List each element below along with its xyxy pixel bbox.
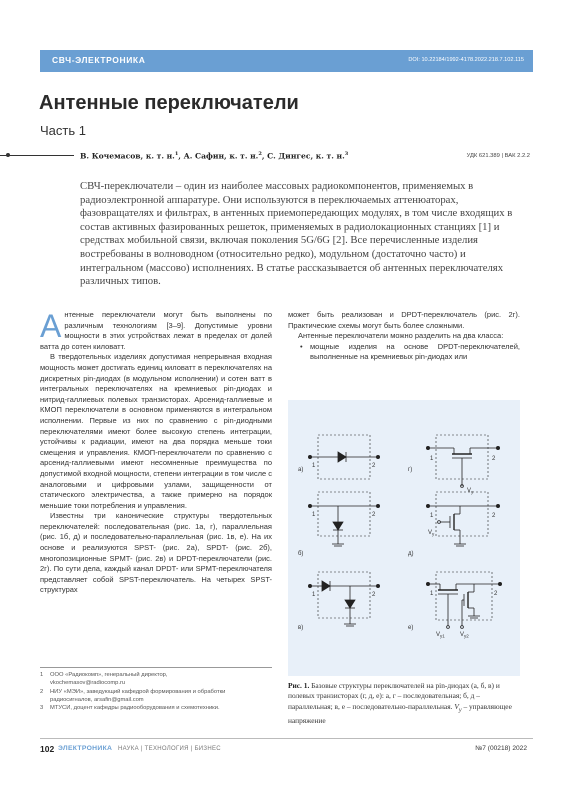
port-label: 1 [430, 591, 434, 597]
figure-label-b: б) [298, 551, 304, 557]
footnote [40, 688, 272, 705]
footnote-line: ООО «Радиокомп», генеральный директор, [50, 672, 168, 678]
port-label: 1 [312, 512, 316, 518]
footnote-number: 3 [40, 705, 44, 712]
footnote-line: МТУСИ, доцент кафедры радиооборудования и схемотехники. [50, 705, 220, 712]
author-dot [6, 153, 10, 157]
schematic-e-series-shunt-fet [408, 572, 502, 639]
footnote-number: 1 [40, 672, 44, 678]
caption-text: Базовые структуры переключателей на pin-диодах (а, б, в) и полевых транзисторах (г, д, е): а, г – последовательная; б, д – параллельная; в, е – последовательно-параллельная. [288, 681, 500, 711]
control-voltage-label: $V_у$ [428, 530, 435, 537]
figure-caption [288, 681, 524, 726]
schematic-a-series-diode [298, 435, 380, 479]
paragraph-3: Известны три канонические структуры твердотельных переключателей: последовательная (рис. 1а, г), параллельная (рис. 1б, д) и последовательно-параллельная (рис. 1в, е). На их основе и реализуются SPST- (рис. 2а), SPDT- (рис. 2б), многопозиционные SPMT- (рис. 2в) и DPDT-переключатели (рис. 2г). По сути дела, каждый канал DPDT- или SPMT-переключателя представляет собой SPST-переключатель. На четырех SPST-структурах [40, 511, 272, 595]
issue-number: №7 (00218) 2022 [475, 745, 527, 752]
authors-line [80, 151, 348, 161]
port-label: 2 [372, 463, 376, 469]
paragraph-1 [40, 310, 272, 352]
port-label: 1 [430, 513, 434, 519]
footnote [40, 671, 272, 688]
control-voltage-label: $V_у$ [467, 488, 474, 495]
doi: DOI: 10.22184/1992-4178.2022.218.7.102.115 [408, 57, 524, 63]
port-label: 2 [492, 456, 496, 462]
port-label: 1 [312, 463, 316, 469]
author-rule [0, 155, 74, 156]
footnote-line: НИУ «МЭИ», заведующий кафедрой формирования и обработки [50, 688, 226, 695]
port-label: 2 [372, 512, 376, 518]
author-1: В. Кочемасов, к. т. н. [80, 151, 175, 161]
class-list [288, 342, 520, 363]
section-label: СВЧ-ЭЛЕКТРОНИКА [52, 55, 146, 65]
schematic-d-shunt-fet [408, 492, 500, 557]
author-2: , А. Сафин, к. т. н. [178, 151, 259, 161]
footnote [40, 704, 272, 712]
port-label: 1 [312, 592, 316, 598]
figure-1-diagram [288, 400, 520, 676]
drop-cap: А [40, 308, 62, 344]
port-label: 2 [492, 513, 496, 519]
footnote-number: 2 [40, 688, 44, 695]
paragraph-right-2: Антенные переключатели можно разделить на два класса: [298, 331, 504, 341]
figure-label-d: д) [408, 551, 414, 557]
port-label: 1 [430, 456, 434, 462]
control-voltage-label-2: $V_{у2}$ [460, 632, 469, 639]
journal-name: ЭЛЕКТРОНИКА [58, 745, 113, 752]
control-voltage-label-1: $V_{у1}$ [436, 632, 445, 639]
author-3-affiliation: 3 [344, 151, 349, 157]
paragraph-1-text: нтенные переключатели могут быть выполнены по различным технологиям [3–9]. Допустимые уровни мощности в этих устройствах лежат в пределах от долей ватта до сотен киловатт. [40, 310, 272, 351]
figure-label-e: е) [408, 625, 414, 631]
journal-tagline: НАУКА | ТЕХНОЛОГИЯ | БИЗНЕС [118, 746, 221, 752]
author-3: , С. Дингес, к. т. н. [261, 151, 345, 161]
page-number: 102 [40, 744, 55, 754]
figure-label-g: г) [408, 467, 413, 473]
article-subtitle: Часть 1 [40, 123, 86, 138]
port-label: 2 [494, 591, 498, 597]
port-label: 2 [372, 592, 376, 598]
footnote-line: радиосигналов, arsafin@gmail.com [50, 696, 144, 703]
schematic-v-series-shunt-diode [298, 572, 380, 631]
author-2-affiliation: 2 [258, 151, 262, 157]
paragraph-right-1: может быть реализован и DPDT-переключатель (рис. 2г). Практические схемы могут быть более сложными. [288, 310, 520, 330]
caption-tail: – управляющее напряжение [288, 701, 512, 725]
figure-label-a: а) [298, 467, 304, 473]
footnotes [40, 671, 272, 712]
body-left-column [40, 310, 272, 596]
schematic-g-series-fet [408, 435, 500, 495]
abstract: СВЧ-переключатели – один из наиболее массовых радиокомпонентов, применяемых в радиоэлектронной аппаратуре. Они используются в переключаемых аттенюаторах, фазовращателях и фильтрах, в антенных приемопередающих модулях, в том числе входящих в состав активных фазированных решеток, применяемых в радиолокационных станциях [1] и средствах мобильной связи, включая поколения 5G/6G [2]. Все перечисленные изделия востребованы в волноводном (относительно редко), модульном (достаточно часто) и интегральном (массово) исполнениях. В статье рассказывается об антенных переключателях различных типов. [80, 180, 513, 288]
list-item: • мощные изделия на основе DPDT-переключателей, выполненные на кремниевых pin-диодах или [310, 342, 520, 363]
paragraph-2: В твердотельных изделиях допустимая непрерывная входная мощность может достигать единиц киловатт в переключателях на дискретных pin-диодах (в модульном исполнении) и сотен ватт в интегральных переключателях на кремниевых pin-диодах и нитрид-галлиевых полевых транзисторах. Арсенид-галлиевые и КМОП переключатели в основном применяются в интегральном исполнении. Первые из них по сравнению с pin-диодными переключателями имеют более высокую степень интеграции, устойчивы к радиации, имеют на два порядка меньше токи смещения и управления. КМОП-переключатели по сравнению с арсенид-галлиевыми имеют несомненные преимущества по допустимой входной мощности, степени интеграции в том числе с аналоговыми и цифровыми узлами, защищенности от статического электричества, а также примерно на порядок меньшие токи потребления и управления. [40, 352, 272, 510]
footnote-text [50, 688, 225, 705]
footnote-rule [40, 667, 272, 668]
caption-voltage-symbol: $V_у$ [454, 701, 462, 714]
author-1-affiliation: 1 [174, 151, 179, 157]
udk-code: УДК 621.389 | ВАК 2.2.2 [466, 153, 530, 159]
schematic-b-shunt-diode [298, 492, 380, 557]
footnote-text [50, 704, 220, 712]
footer-rule [40, 738, 533, 739]
footnote-line: vkochemasov@radiocomp.ru [50, 680, 126, 687]
footnote-text [50, 671, 168, 688]
article-title: Антенные переключатели [39, 92, 299, 114]
body-right-column [288, 310, 520, 363]
figure-label-v: в) [298, 625, 304, 631]
caption-lead: Рис. 1. [288, 681, 310, 690]
